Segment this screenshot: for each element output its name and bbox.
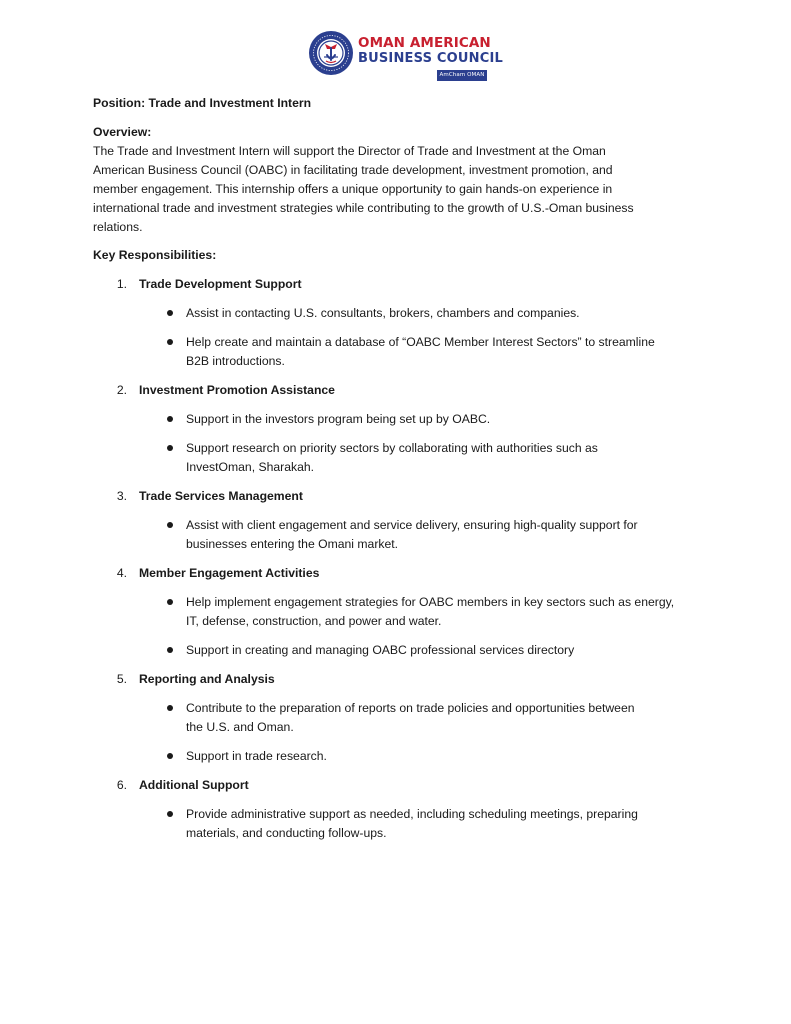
bullet-icon [167,445,173,451]
overview-line: The Trade and Investment Intern will support the Director of Trade and Investment at the Oman [93,144,606,158]
bullet-item [186,641,706,660]
bullet-item [186,699,706,737]
position-heading: Position: Trade and Investment Intern [93,96,312,110]
section-title: Member Engagement Activities [139,566,320,580]
bullet-icon [167,310,173,316]
bullet-icon [167,339,173,345]
section-title: Additional Support [139,778,249,792]
bullet-line: Provide administrative support as needed, including scheduling meetings, preparing [186,807,638,821]
overview-line: American Business Council (OABC) in facilitating trade development, investment promotion, and [93,163,613,177]
bullet-line: Help create and maintain a database of “OABC Member Interest Sectors” to streamline [186,335,655,349]
oabc-seal-icon [308,30,354,76]
section-number: 6. [116,778,127,792]
bullet-line: Assist in contacting U.S. consultants, brokers, chambers and companies. [186,306,580,320]
bullet-line: Support in the investors program being set up by OABC. [186,412,491,426]
section-title: Investment Promotion Assistance [139,383,335,397]
bullet-icon [167,753,173,759]
bullet-line: Support research on priority sectors by collaborating with authorities such as [186,441,598,455]
bullet-icon [167,811,173,817]
overview-line: international trade and investment strategies while contributing to the growth of U.S.-Oman business [93,201,634,215]
bullet-icon [167,705,173,711]
bullet-line: Assist with client engagement and service delivery, ensuring high-quality support for [186,518,638,532]
bullet-line: Contribute to the preparation of reports on trade policies and opportunities between [186,701,635,715]
bullet-line: Support in trade research. [186,749,327,763]
section-title: Reporting and Analysis [139,672,275,686]
bullet-line: B2B introductions. [186,354,285,368]
bullet-item [186,410,706,429]
section-title: Trade Development Support [139,277,302,291]
bullet-line: Support in creating and managing OABC professional services directory [186,643,575,657]
section-title: Trade Services Management [139,489,303,503]
bullet-item [186,304,706,323]
section-number: 1. [116,277,127,291]
section-number: 5. [116,672,127,686]
section-number: 3. [116,489,127,503]
bullet-item [186,439,706,477]
overview-line: relations. [93,220,143,234]
oabc-logo [308,30,503,82]
bullet-line: IT, defense, construction, and power and water. [186,614,442,628]
bullet-item [186,805,706,843]
bullet-line: InvestOman, Sharakah. [186,460,315,474]
bullet-line: the U.S. and Oman. [186,720,294,734]
bullet-item [186,333,706,371]
overview-paragraph [93,142,703,237]
bullet-icon [167,647,173,653]
logo-title-line2: BUSINESS COUNCIL [358,51,503,66]
bullet-line: materials, and conducting follow-ups. [186,826,387,840]
bullet-item [186,516,706,554]
bullet-item [186,747,706,766]
key-responsibilities-title: Key Responsibilities: [93,248,217,262]
section-number: 2. [116,383,127,397]
bullet-item [186,593,706,631]
logo-title-line1: OMAN AMERICAN [358,35,491,51]
bullet-line: Help implement engagement strategies for OABC members in key sectors such as energy, [186,595,675,609]
bullet-icon [167,599,173,605]
bullet-icon [167,522,173,528]
overview-line: member engagement. This internship offers a unique opportunity to gain hands-on experience in [93,182,613,196]
bullet-icon [167,416,173,422]
bullet-line: businesses entering the Omani market. [186,537,399,551]
section-number: 4. [116,566,127,580]
logo-tag: AmCham OMAN [437,70,487,81]
overview-title: Overview: [93,125,152,139]
